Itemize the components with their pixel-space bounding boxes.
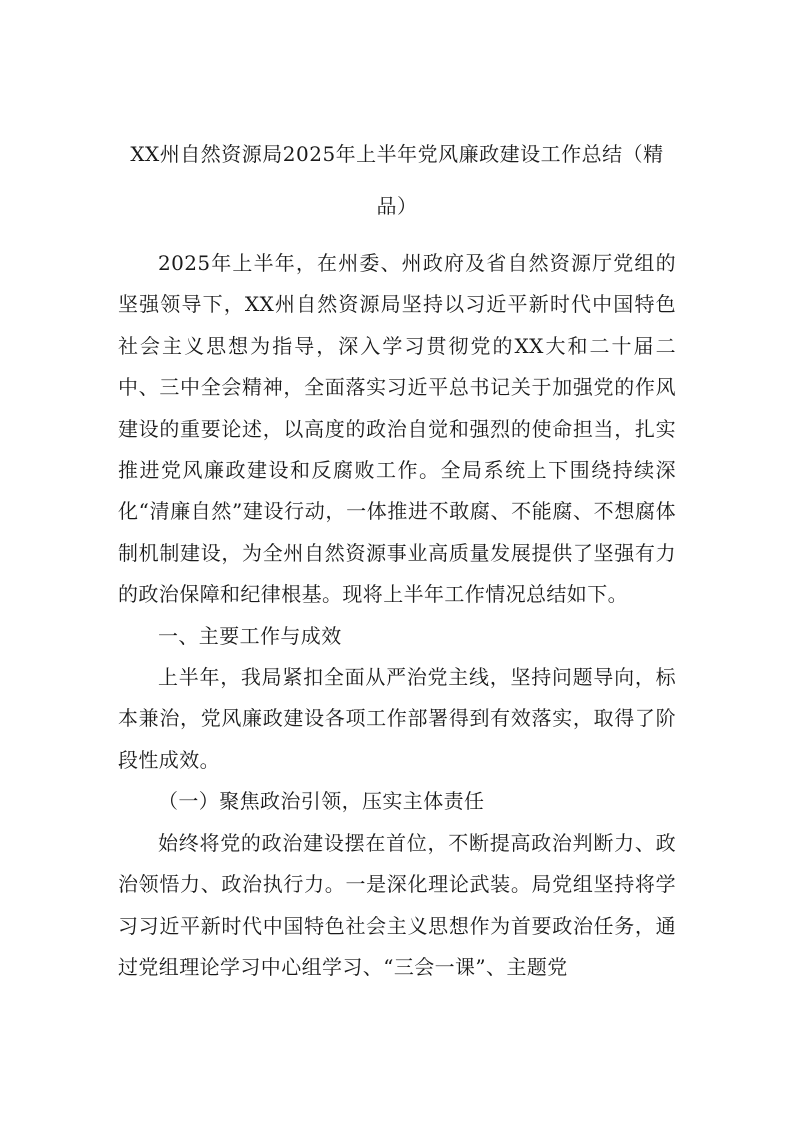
section-intro-paragraph: 上半年，我局紧扣全面从严治党主线，坚持问题导向，标本兼治，党风廉政建设各项工作部署得到有效落实，取得了阶段性成效。 (118, 665, 676, 772)
intro-paragraph: 2025年上半年，在州委、州政府及省自然资源厅党组的坚强领导下，XX州自然资源局坚持以习近平新时代中国特色社会主义思想为指导，深入学习贯彻党的XX大和二十届二中、三中全会精神，全面落实习近平总书记关于加强党的作风建设的重要论述，以高度的政治自觉和强烈的使命担当，扎实推进党风廉政建设和反腐败工作。全局系统上下围绕持续深化“清廉自然”建设行动，一体推进不敢腐、不能腐、不想腐体制机制建设，为全州自然资源事业高质量发展提供了坚强有力的政治保障和纪律根基。现将上半年工作情况总结如下。 (118, 251, 676, 607)
document-body (118, 243, 676, 988)
subsection-heading: （一）聚焦政治引领，压实主体责任 (158, 789, 485, 814)
subsection-paragraph: 始终将党的政治建设摆在首位，不断提高政治判断力、政治领悟力、政治执行力。一是深化理论武装。局党组坚持将学习习近平新时代中国特色社会主义思想作为首要政治任务，通过党组理论学习中心组学习、“三会一课”、主题党 (118, 830, 676, 979)
section-heading: 一、主要工作与成效 (158, 623, 342, 648)
document-title: XX州自然资源局2025年上半年党风廉政建设工作总结（精品） (130, 142, 664, 218)
